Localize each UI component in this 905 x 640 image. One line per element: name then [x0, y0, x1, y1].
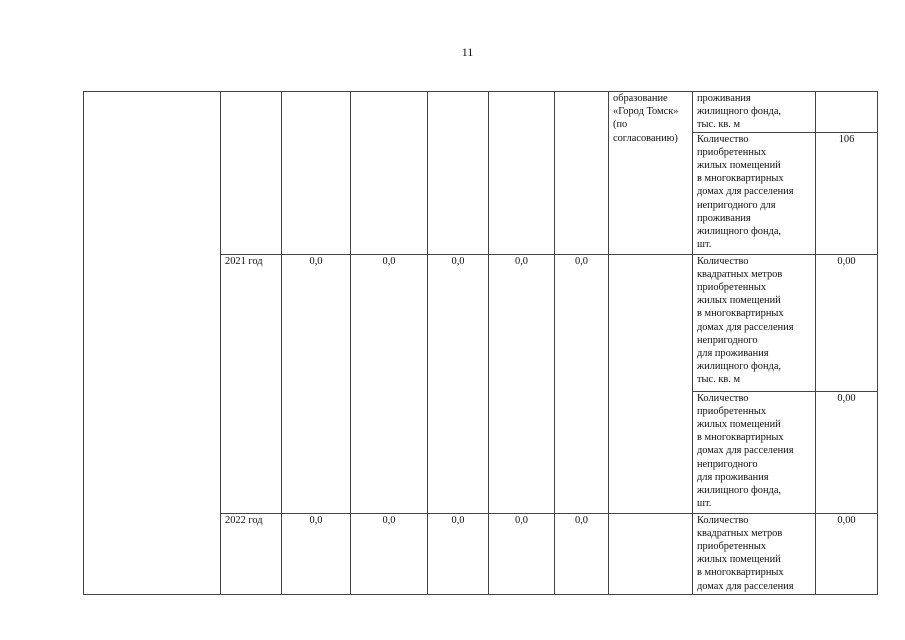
- year-cell: [221, 92, 282, 255]
- value-cell: 0,0: [351, 513, 428, 594]
- program-table: [83, 91, 878, 595]
- table-row: [84, 92, 878, 133]
- activity-cell: [84, 92, 221, 595]
- organization-cell: образование «Город Томск» (по согласованию): [609, 92, 693, 255]
- value-cell: 0,0: [489, 513, 555, 594]
- year-cell: 2021 год: [221, 254, 282, 513]
- indicator-value: 0,00: [816, 513, 878, 594]
- indicator-name: Количество приобретенных жилых помещений в многоквартирных домах для расселения непригодного для проживания жилищного фонда, шт.: [693, 391, 816, 513]
- value-cell: [555, 92, 609, 255]
- organization-cell: [609, 513, 693, 594]
- indicator-value: 106: [816, 132, 878, 254]
- value-cell: 0,0: [555, 254, 609, 513]
- value-cell: 0,0: [428, 513, 489, 594]
- value-cell: 0,0: [282, 513, 351, 594]
- value-cell: 0,0: [555, 513, 609, 594]
- value-cell: 0,0: [428, 254, 489, 513]
- indicator-value: [816, 92, 878, 133]
- value-cell: [282, 92, 351, 255]
- value-cell: 0,0: [282, 254, 351, 513]
- indicator-name: Количество квадратных метров приобретенных жилых помещений в многоквартирных домах для расселения непригодного для проживания жилищного фонда, тыс. кв. м: [693, 254, 816, 391]
- organization-cell: [609, 254, 693, 513]
- value-cell: [489, 92, 555, 255]
- value-cell: 0,0: [351, 254, 428, 513]
- indicator-value: 0,00: [816, 391, 878, 513]
- page-number: 11: [461, 45, 474, 59]
- indicator-value: 0,00: [816, 254, 878, 391]
- indicator-name: проживания жилищного фонда, тыс. кв. м: [693, 92, 816, 133]
- value-cell: 0,0: [489, 254, 555, 513]
- indicator-name: Количество квадратных метров приобретенных жилых помещений в многоквартирных домах для расселения: [693, 513, 816, 594]
- year-cell: 2022 год: [221, 513, 282, 594]
- value-cell: [351, 92, 428, 255]
- indicator-name: Количество приобретенных жилых помещений в многоквартирных домах для расселения непригодного для проживания жилищного фонда, шт.: [693, 132, 816, 254]
- value-cell: [428, 92, 489, 255]
